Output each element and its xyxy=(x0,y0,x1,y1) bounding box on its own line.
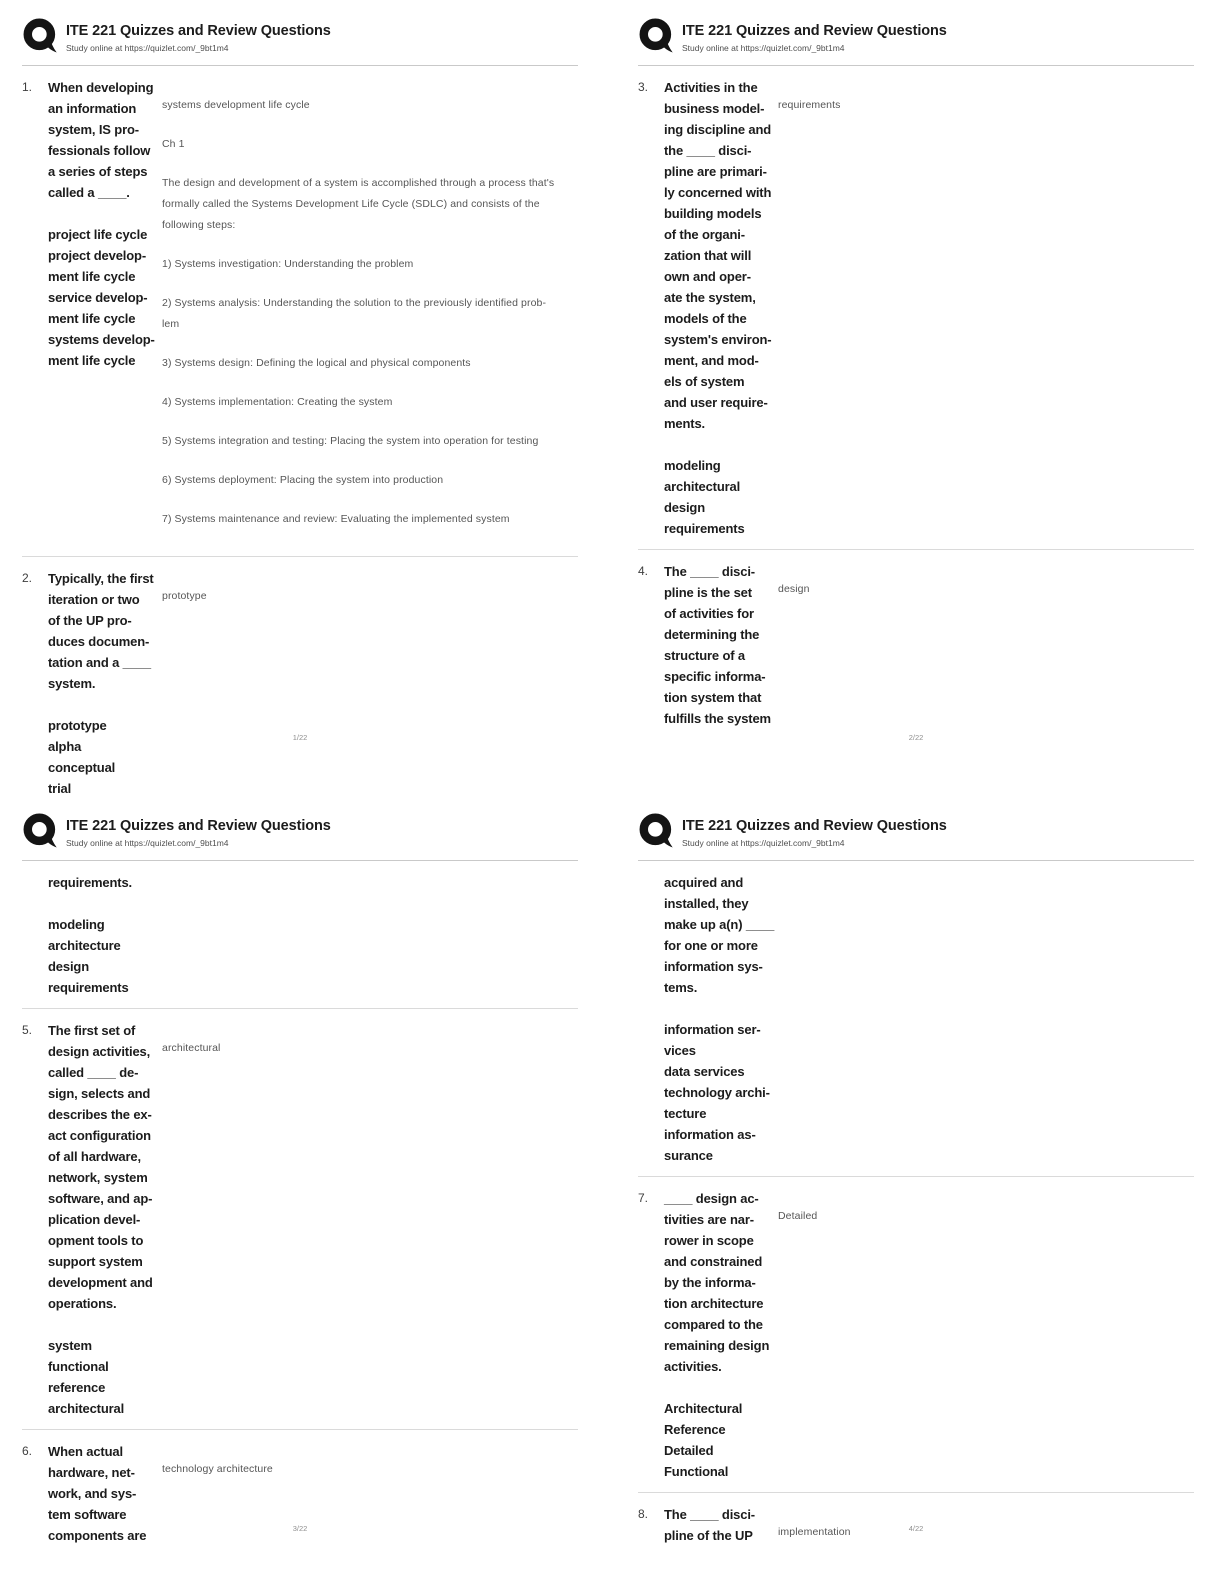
question-line: duces documen- xyxy=(48,634,150,649)
question-line: operations. xyxy=(48,1296,117,1311)
spacer xyxy=(48,203,162,224)
answer-column xyxy=(778,872,1194,1166)
question-line: requirements. xyxy=(48,875,133,890)
question-line: fulfills the system xyxy=(664,711,771,726)
question-column xyxy=(48,872,162,998)
question-line: When actual xyxy=(48,1444,123,1459)
question-block xyxy=(638,66,1194,549)
question-number: 6. xyxy=(22,1444,33,1458)
question-line: tems. xyxy=(664,980,698,995)
header-text xyxy=(66,17,331,53)
question-block xyxy=(638,549,1194,739)
question-line: of all hardware, xyxy=(48,1149,141,1164)
question-number: 4. xyxy=(638,564,649,578)
question-line: of the UP pro- xyxy=(48,613,132,628)
question-line: pline are primari- xyxy=(664,164,767,179)
choice-line: requirements xyxy=(48,980,129,995)
question-line: the ____ disci- xyxy=(664,143,752,158)
question-line: called a ____. xyxy=(48,185,130,200)
answer-line: 6) Systems deployment: Placing the system into production xyxy=(162,474,444,486)
choice-line: system xyxy=(48,1338,92,1353)
answer-line: 4) Systems implementation: Creating the system xyxy=(162,396,393,408)
question-line: ments. xyxy=(664,416,706,431)
choice-line: modeling xyxy=(48,917,105,932)
page-1 xyxy=(22,17,578,796)
page-header xyxy=(22,17,578,54)
question-line: Activities in the xyxy=(664,80,758,95)
question-line: activities. xyxy=(664,1359,722,1374)
page-header xyxy=(638,812,1194,849)
question-line: ment, and mod- xyxy=(664,353,759,368)
question-line: own and oper- xyxy=(664,269,751,284)
answer-column xyxy=(162,872,578,998)
page-number: 2/22 xyxy=(908,733,924,742)
question-line: make up a(n) ____ xyxy=(664,917,775,932)
question-block xyxy=(22,1429,578,1556)
answer-line: prototype xyxy=(162,590,207,602)
question-line: iteration or two xyxy=(48,592,140,607)
header-text xyxy=(682,812,947,848)
spacer xyxy=(48,1314,162,1335)
choice-line: design xyxy=(48,959,89,974)
study-url: Study online at https://quizlet.com/_9bt1m4 xyxy=(66,838,229,848)
question-number: 8. xyxy=(638,1507,649,1521)
question-line: for one or more xyxy=(664,938,758,953)
answer-column xyxy=(778,561,1194,729)
header-text xyxy=(682,17,947,53)
quizlet-logo-icon xyxy=(22,812,59,849)
study-url: Study online at https://quizlet.com/_9bt1m4 xyxy=(682,838,845,848)
question-line: design activities, xyxy=(48,1044,151,1059)
question-column xyxy=(664,872,778,1166)
question-continuation-block xyxy=(22,861,578,1008)
choice-line: technology archi- xyxy=(664,1085,770,1100)
question-list xyxy=(22,66,578,809)
answer-line: implementation xyxy=(778,1526,851,1538)
question-number: 2. xyxy=(22,571,33,585)
choice-line: systems develop- xyxy=(48,332,155,347)
choice-line: service develop- xyxy=(48,290,148,305)
question-line: acquired and xyxy=(664,875,744,890)
question-line: software, and ap- xyxy=(48,1191,153,1206)
answer-line: technology architecture xyxy=(162,1463,273,1475)
page-title: ITE 221 Quizzes and Review Questions xyxy=(682,23,947,39)
header-text xyxy=(66,812,331,848)
answer-column xyxy=(778,77,1194,539)
question-line: models of the xyxy=(664,311,747,326)
question-line: remaining design xyxy=(664,1338,770,1353)
choice-line: reference xyxy=(48,1380,106,1395)
choice-line: trial xyxy=(48,781,72,796)
question-line: zation that will xyxy=(664,248,752,263)
question-line: The ____ disci- xyxy=(664,564,755,579)
question-number: 7. xyxy=(638,1191,649,1205)
question-line: compared to the xyxy=(664,1317,763,1332)
question-number: 3. xyxy=(638,80,649,94)
page-header xyxy=(22,812,578,849)
page-title: ITE 221 Quizzes and Review Questions xyxy=(66,23,331,39)
question-line: The first set of xyxy=(48,1023,136,1038)
question-line: system's environ- xyxy=(664,332,772,347)
choice-line: requirements xyxy=(664,521,745,536)
question-column xyxy=(48,77,162,546)
question-line: tion architecture xyxy=(664,1296,764,1311)
question-column xyxy=(48,568,162,799)
question-line: hardware, net- xyxy=(48,1465,135,1480)
question-line: tivities are nar- xyxy=(664,1212,754,1227)
question-line: ing discipline and xyxy=(664,122,772,137)
answer-line: lem xyxy=(162,318,180,330)
question-list xyxy=(638,861,1194,1569)
page-4 xyxy=(638,812,1194,1543)
choice-line: project life cycle xyxy=(48,227,148,242)
question-line: and user require- xyxy=(664,395,768,410)
choice-line: functional xyxy=(48,1359,109,1374)
question-line: tation and a ____ xyxy=(48,655,151,670)
question-line: When developing xyxy=(48,80,154,95)
question-line: The ____ disci- xyxy=(664,1507,755,1522)
answer-column xyxy=(778,1188,1194,1482)
study-url: Study online at https://quizlet.com/_9bt1m4 xyxy=(66,43,229,53)
answer-line: requirements xyxy=(778,99,841,111)
page-number: 1/22 xyxy=(292,733,308,742)
quizlet-logo-icon xyxy=(638,812,675,849)
question-line: support system xyxy=(48,1254,143,1269)
question-number: 5. xyxy=(22,1023,33,1037)
question-line: of the organi- xyxy=(664,227,745,242)
choice-line: alpha xyxy=(48,739,82,754)
choice-line: design xyxy=(664,500,705,515)
answer-column xyxy=(162,77,578,546)
page-3 xyxy=(22,812,578,1543)
page-2 xyxy=(638,17,1194,743)
answer-line: Ch 1 xyxy=(162,138,185,150)
quizlet-logo-icon xyxy=(22,17,59,54)
choice-line: architectural xyxy=(664,479,741,494)
choice-line: Detailed xyxy=(664,1443,714,1458)
question-column xyxy=(664,77,778,539)
question-line: network, system xyxy=(48,1170,148,1185)
choice-line: Architectural xyxy=(664,1401,743,1416)
answer-line: Detailed xyxy=(778,1210,818,1222)
choice-line: surance xyxy=(664,1148,713,1163)
choice-line: prototype xyxy=(48,718,107,733)
choice-line: modeling xyxy=(664,458,721,473)
question-block xyxy=(22,1008,578,1429)
question-line: plication devel- xyxy=(48,1212,141,1227)
question-line: describes the ex- xyxy=(48,1107,152,1122)
page-title: ITE 221 Quizzes and Review Questions xyxy=(682,818,947,834)
choice-line: information ser- xyxy=(664,1022,761,1037)
quizlet-logo-icon xyxy=(638,17,675,54)
choice-line: ment life cycle xyxy=(48,269,136,284)
question-line: sign, selects and xyxy=(48,1086,151,1101)
question-line: Typically, the first xyxy=(48,571,154,586)
question-line: ate the system, xyxy=(664,290,756,305)
question-block xyxy=(638,1176,1194,1492)
answer-line: 3) Systems design: Defining the logical and physical components xyxy=(162,357,471,369)
question-line: specific informa- xyxy=(664,669,766,684)
question-line: act configuration xyxy=(48,1128,151,1143)
question-line: components are xyxy=(48,1528,147,1543)
question-line: pline is the set xyxy=(664,585,752,600)
question-line: system. xyxy=(48,676,96,691)
question-line: structure of a xyxy=(664,648,745,663)
question-line: system, IS pro- xyxy=(48,122,139,137)
question-line: business model- xyxy=(664,101,765,116)
choice-line: ment life cycle xyxy=(48,311,136,326)
study-url: Study online at https://quizlet.com/_9bt1m4 xyxy=(682,43,845,53)
question-line: installed, they xyxy=(664,896,749,911)
question-line: ly concerned with xyxy=(664,185,772,200)
answer-line: The design and development of a system is accomplished through a process that's xyxy=(162,177,555,189)
question-line: els of system xyxy=(664,374,745,389)
choice-line: architecture xyxy=(48,938,121,953)
question-block xyxy=(22,556,578,809)
question-line: information sys- xyxy=(664,959,763,974)
question-line: and constrained xyxy=(664,1254,763,1269)
question-line: tion system that xyxy=(664,690,762,705)
answer-line: design xyxy=(778,583,810,595)
answer-line: architectural xyxy=(162,1042,221,1054)
choice-line: Reference xyxy=(664,1422,726,1437)
question-block xyxy=(22,66,578,556)
answer-line: 7) Systems maintenance and review: Evaluating the implemented system xyxy=(162,513,510,525)
question-line: tem software xyxy=(48,1507,127,1522)
question-line: by the informa- xyxy=(664,1275,756,1290)
question-number: 1. xyxy=(22,80,33,94)
spacer xyxy=(664,1377,778,1398)
question-line: determining the xyxy=(664,627,760,642)
question-column xyxy=(48,1020,162,1419)
spacer xyxy=(48,694,162,715)
choice-line: project develop- xyxy=(48,248,147,263)
question-number xyxy=(22,872,48,998)
question-line: called ____ de- xyxy=(48,1065,139,1080)
question-number xyxy=(638,872,664,1166)
choice-line: architectural xyxy=(48,1401,125,1416)
page-header xyxy=(638,17,1194,54)
question-line: fessionals follow xyxy=(48,143,151,158)
question-line: development and xyxy=(48,1275,153,1290)
spacer xyxy=(664,434,778,455)
page-title: ITE 221 Quizzes and Review Questions xyxy=(66,818,331,834)
answer-column xyxy=(162,568,578,799)
answer-line: 1) Systems investigation: Understanding the problem xyxy=(162,258,414,270)
page-number: 4/22 xyxy=(908,1524,924,1533)
question-list xyxy=(22,861,578,1556)
spacer xyxy=(664,998,778,1019)
question-list xyxy=(638,66,1194,739)
choice-line: information as- xyxy=(664,1127,756,1142)
choice-line: data services xyxy=(664,1064,745,1079)
answer-line: 2) Systems analysis: Understanding the solution to the previously identified prob- xyxy=(162,297,547,309)
question-line: building models xyxy=(664,206,762,221)
page-number: 3/22 xyxy=(292,1524,308,1533)
choice-line: conceptual xyxy=(48,760,116,775)
question-column xyxy=(664,561,778,729)
answer-line: formally called the Systems Development Life Cycle (SDLC) and consists of the xyxy=(162,198,540,210)
answer-column xyxy=(162,1020,578,1419)
choice-line: ment life cycle xyxy=(48,353,136,368)
question-line: ____ design ac- xyxy=(664,1191,759,1206)
choice-line: tecture xyxy=(664,1106,707,1121)
question-line: rower in scope xyxy=(664,1233,754,1248)
question-line: of activities for xyxy=(664,606,754,621)
choice-line: vices xyxy=(664,1043,696,1058)
question-line: a series of steps xyxy=(48,164,148,179)
choice-line: Functional xyxy=(664,1464,729,1479)
answer-line: following steps: xyxy=(162,219,236,231)
answer-line: systems development life cycle xyxy=(162,99,310,111)
question-continuation-block xyxy=(638,861,1194,1176)
question-line: an information xyxy=(48,101,137,116)
question-line: opment tools to xyxy=(48,1233,144,1248)
question-column xyxy=(664,1188,778,1482)
spacer xyxy=(48,893,162,914)
question-line: work, and sys- xyxy=(48,1486,137,1501)
question-line: pline of the UP xyxy=(664,1528,753,1543)
answer-line: 5) Systems integration and testing: Placing the system into operation for testing xyxy=(162,435,539,447)
